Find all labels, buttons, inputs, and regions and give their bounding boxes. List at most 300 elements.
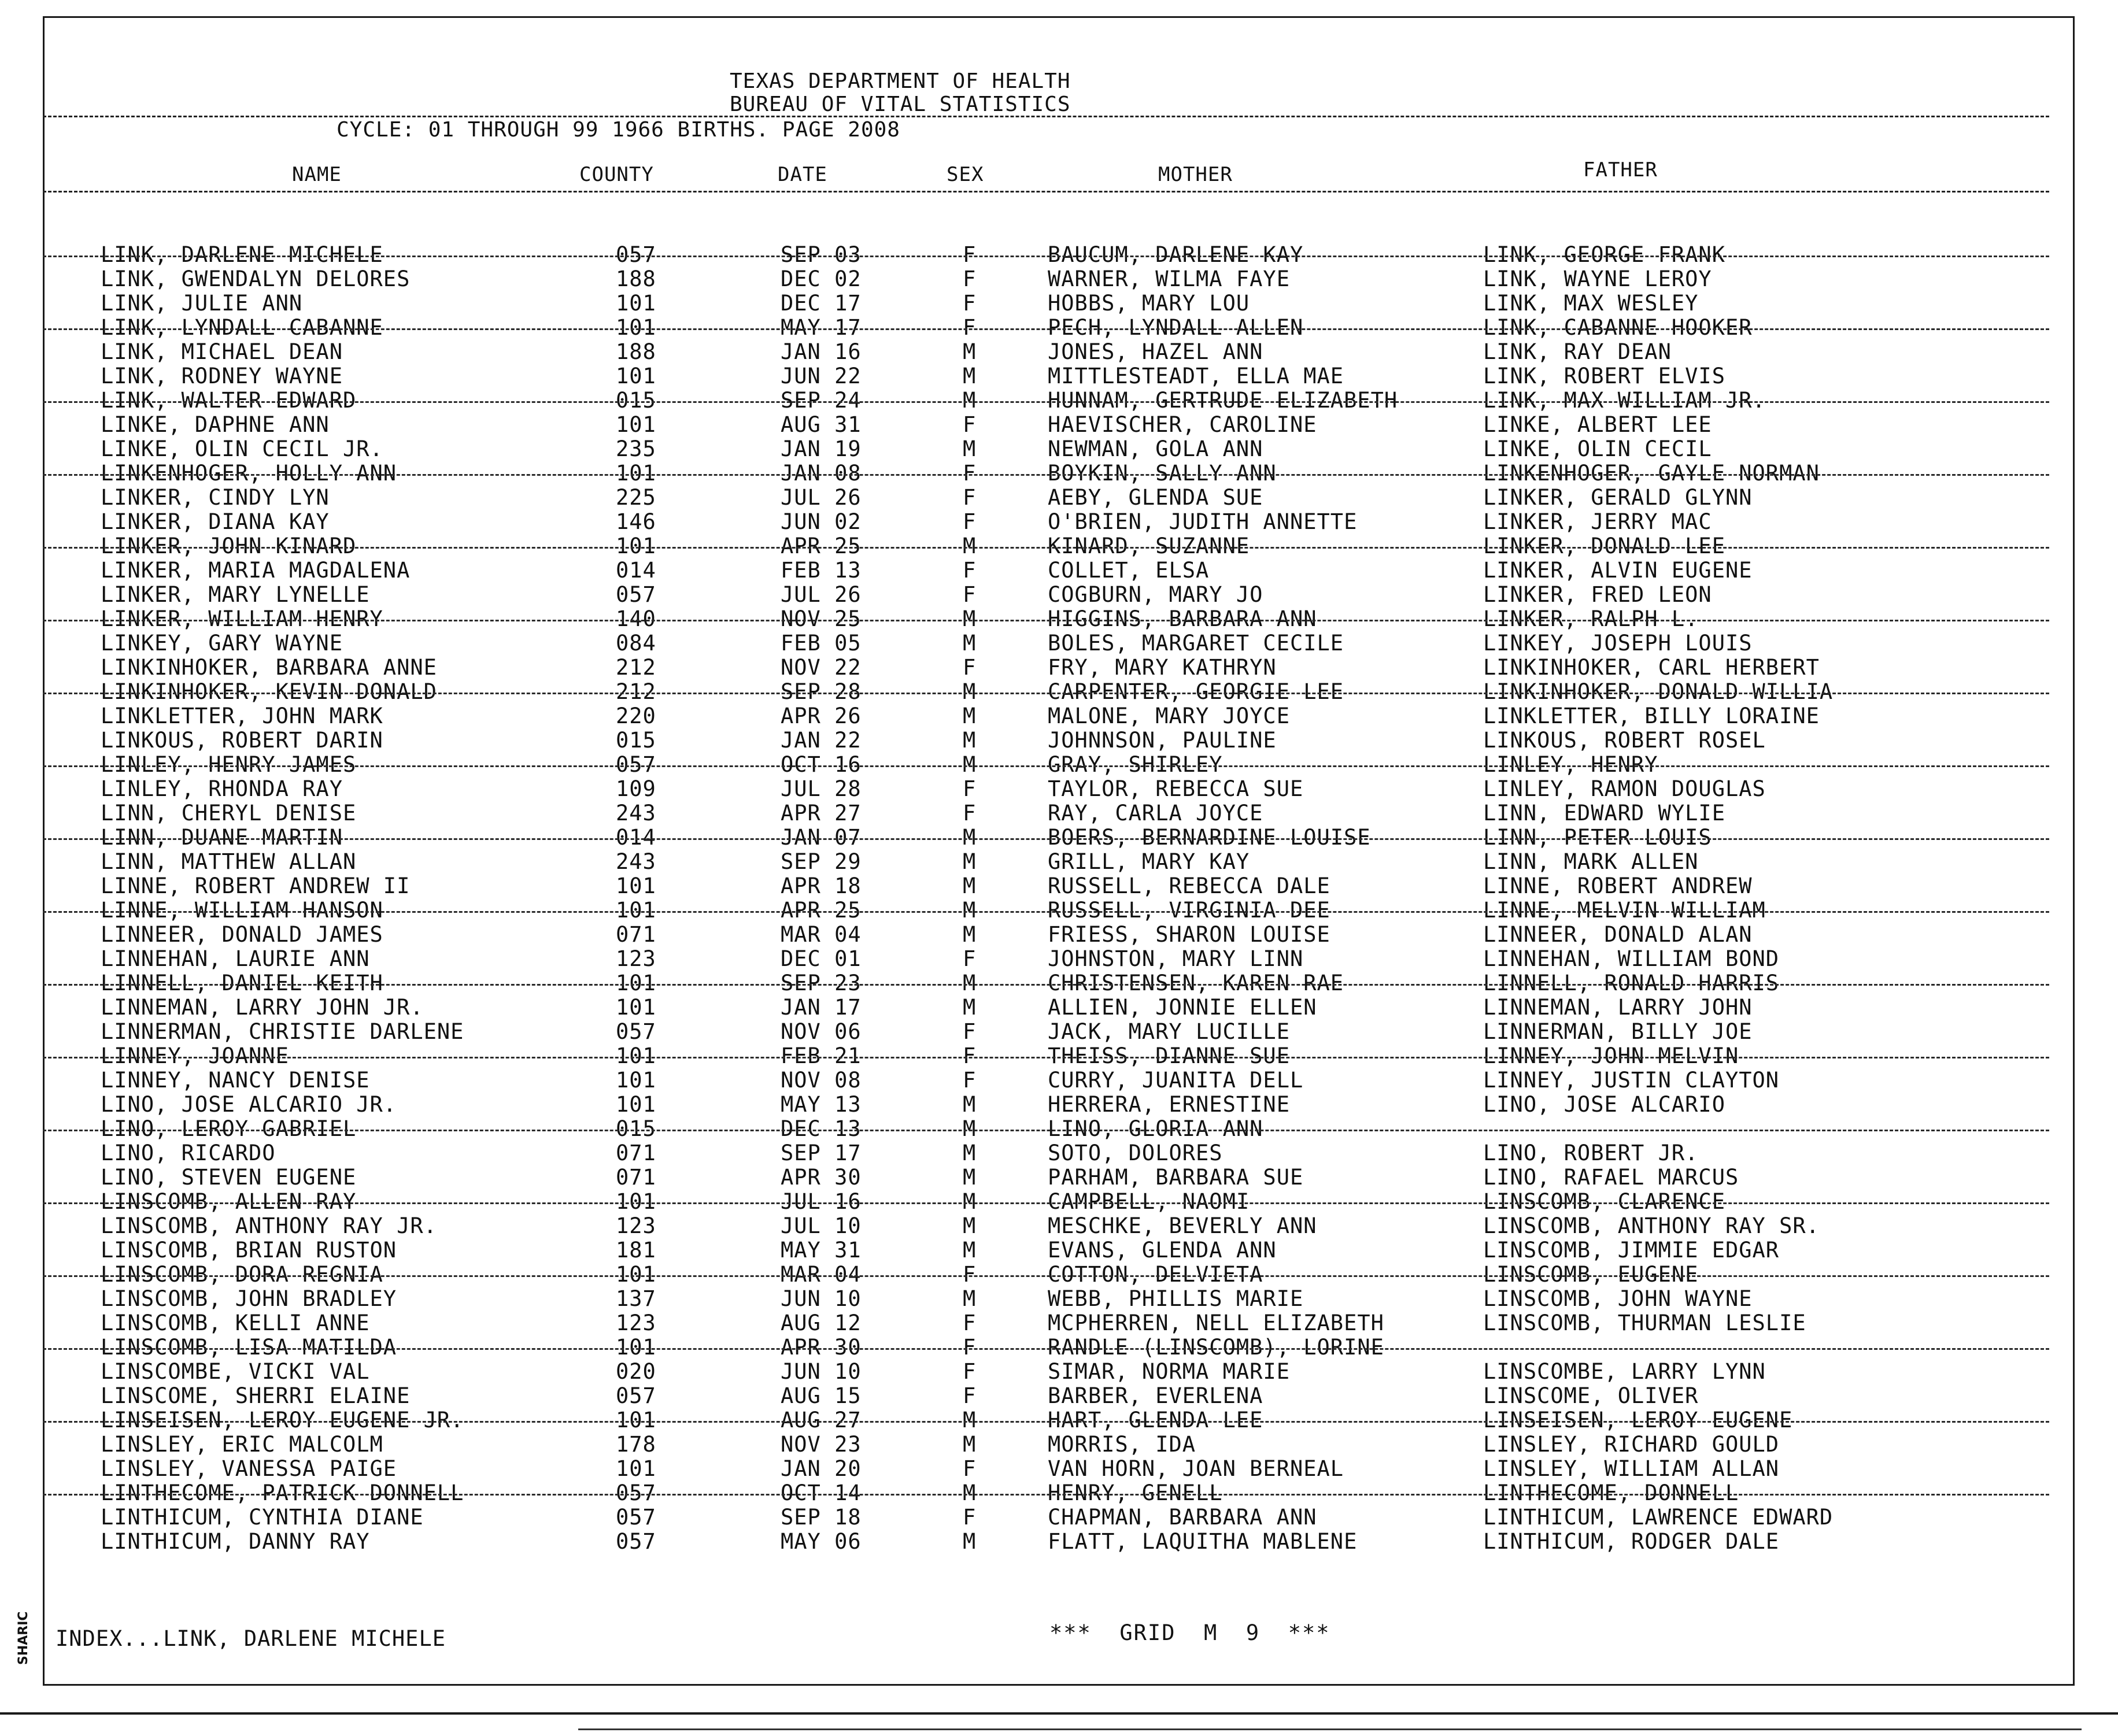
cell-father: LINK, MAX WILLIAM JR.: [1483, 388, 1766, 413]
cell-name: LINSCOMB, JOHN BRADLEY: [101, 1286, 397, 1311]
cell-date: MAY 13: [781, 1092, 862, 1117]
cell-name: LINSCOMB, ALLEN RAY: [101, 1189, 357, 1214]
table-row: [0, 607, 2118, 631]
column-header-mother: MOTHER: [1158, 163, 1233, 186]
cell-sex: M: [963, 1092, 977, 1117]
cell-sex: M: [963, 898, 977, 923]
cell-date: APR 25: [781, 534, 862, 558]
cell-date: NOV 08: [781, 1068, 862, 1093]
cell-mother: NEWMAN, GOLA ANN: [1048, 436, 1263, 461]
cell-mother: JONES, HAZEL ANN: [1048, 339, 1263, 364]
cell-date: DEC 17: [781, 291, 862, 316]
cell-father: LINK, MAX WESLEY: [1483, 291, 1699, 316]
table-row: [0, 267, 2118, 291]
cell-father: LINK, ROBERT ELVIS: [1483, 364, 1725, 388]
cell-name: LINNEMAN, LARRY JOHN JR.: [101, 995, 424, 1020]
cell-sex: M: [963, 364, 977, 388]
cell-sex: M: [963, 534, 977, 558]
cell-father: LINN, MARK ALLEN: [1483, 849, 1699, 874]
cell-name: LINLEY, RHONDA RAY: [101, 776, 343, 801]
cell-father: LINLEY, RAMON DOUGLAS: [1483, 776, 1766, 801]
table-row: [0, 1481, 2118, 1505]
table-row: [0, 680, 2118, 704]
cell-mother: GRAY, SHIRLEY: [1048, 752, 1223, 777]
table-row: [0, 728, 2118, 753]
cell-sex: F: [963, 1359, 977, 1384]
cell-mother: MORRIS, IDA: [1048, 1432, 1196, 1457]
cell-date: NOV 23: [781, 1432, 862, 1457]
table-row: [0, 1093, 2118, 1117]
cell-father: LINNEMAN, LARRY JOHN: [1483, 995, 1753, 1020]
cell-father: LINKENHOGER, GAYLE NORMAN: [1483, 461, 1820, 486]
cell-name: LINSCOMBE, VICKI VAL: [101, 1359, 370, 1384]
cell-county: 101: [616, 1068, 656, 1093]
cell-date: AUG 12: [781, 1311, 862, 1335]
cell-father: LINSCOMB, THURMAN LESLIE: [1483, 1311, 1806, 1335]
table-row: [0, 437, 2118, 461]
cell-father: LINSCOMB, JOHN WAYNE: [1483, 1286, 1753, 1311]
table-row: [0, 1190, 2118, 1214]
table-row: [0, 388, 2118, 413]
cell-date: SEP 28: [781, 679, 862, 704]
cell-sex: F: [963, 1456, 977, 1481]
cell-mother: RUSSELL, REBECCA DALE: [1048, 873, 1330, 898]
cell-father: LINK, WAYNE LEROY: [1483, 266, 1712, 291]
cell-sex: M: [963, 1165, 977, 1190]
cell-sex: F: [963, 801, 977, 826]
cell-mother: CAMPBELL, NAOMI: [1048, 1189, 1250, 1214]
cell-name: LINN, MATTHEW ALLAN: [101, 849, 357, 874]
cycle-line: CYCLE: 01 THROUGH 99 1966 BIRTHS. PAGE 2008: [337, 118, 900, 142]
cell-name: LINKE, OLIN CECIL JR.: [101, 436, 383, 461]
cell-father: LINNEY, JOHN MELVIN: [1483, 1043, 1739, 1068]
cell-mother: HUNNAM, GERTRUDE ELIZABETH: [1048, 388, 1398, 413]
table-row: [0, 1505, 2118, 1530]
cell-county: 101: [616, 412, 656, 437]
cell-date: MAY 06: [781, 1529, 862, 1554]
cell-mother: HENRY, GENELL: [1048, 1480, 1223, 1505]
cell-mother: EVANS, GLENDA ANN: [1048, 1238, 1277, 1263]
table-row: [0, 631, 2118, 656]
cell-father: LINNERMAN, BILLY JOE: [1483, 1019, 1753, 1044]
cell-county: 071: [616, 1141, 656, 1165]
table-row: [0, 1068, 2118, 1093]
cell-county: 057: [616, 1529, 656, 1554]
cell-mother: HOBBS, MARY LOU: [1048, 291, 1250, 316]
cell-name: LINKER, DIANA KAY: [101, 509, 330, 534]
cell-sex: M: [963, 606, 977, 631]
cell-date: SEP 17: [781, 1141, 862, 1165]
table-row: [0, 1238, 2118, 1263]
cell-sex: F: [963, 242, 977, 267]
table-row: [0, 1530, 2118, 1554]
cell-county: 101: [616, 898, 656, 923]
cell-county: 123: [616, 1311, 656, 1335]
cell-name: LINK, GWENDALYN DELORES: [101, 266, 411, 291]
cell-county: 057: [616, 582, 656, 607]
cell-father: LINKE, ALBERT LEE: [1483, 412, 1712, 437]
cell-father: LINSCOMB, CLARENCE: [1483, 1189, 1725, 1214]
cell-mother: BOYKIN, SALLY ANN: [1048, 461, 1277, 486]
cell-father: LINSEISEN, LEROY EUGENE: [1483, 1408, 1793, 1433]
cell-mother: COLLET, ELSA: [1048, 558, 1210, 583]
table-row: [0, 316, 2118, 340]
cell-mother: HAEVISCHER, CAROLINE: [1048, 412, 1317, 437]
cell-mother: BAUCUM, DARLENE KAY: [1048, 242, 1304, 267]
table-row: [0, 753, 2118, 777]
cell-name: LINKEY, GARY WAYNE: [101, 631, 343, 656]
cell-county: 101: [616, 1335, 656, 1360]
column-header-sex: SEX: [947, 163, 984, 186]
cell-name: LINSCOMB, LISA MATILDA: [101, 1335, 397, 1360]
cell-county: 140: [616, 606, 656, 631]
cell-county: 101: [616, 291, 656, 316]
table-row: [0, 243, 2118, 267]
cell-father: LINNE, ROBERT ANDREW: [1483, 873, 1753, 898]
cell-date: JUN 10: [781, 1359, 862, 1384]
cell-date: JAN 22: [781, 728, 862, 753]
cell-date: NOV 22: [781, 655, 862, 680]
cell-county: 212: [616, 655, 656, 680]
cell-father: LINTHICUM, RODGER DALE: [1483, 1529, 1780, 1554]
cell-date: MAR 04: [781, 922, 862, 947]
cell-county: 178: [616, 1432, 656, 1457]
cell-sex: F: [963, 776, 977, 801]
cell-county: 015: [616, 1116, 656, 1141]
cell-father: LINN, PETER LOUIS: [1483, 825, 1712, 850]
cell-father: LINKEY, JOSEPH LOUIS: [1483, 631, 1753, 656]
cell-mother: O'BRIEN, JUDITH ANNETTE: [1048, 509, 1358, 534]
table-row: [0, 898, 2118, 923]
cell-date: AUG 15: [781, 1383, 862, 1408]
cell-county: 057: [616, 752, 656, 777]
cell-sex: M: [963, 971, 977, 995]
cell-father: LINSLEY, RICHARD GOULD: [1483, 1432, 1780, 1457]
cell-father: LINK, GEORGE FRANK: [1483, 242, 1725, 267]
cell-name: LINO, LEROY GABRIEL: [101, 1116, 357, 1141]
cell-sex: M: [963, 1141, 977, 1165]
cell-date: DEC 13: [781, 1116, 862, 1141]
cell-name: LINNE, ROBERT ANDREW II: [101, 873, 411, 898]
table-row: [0, 510, 2118, 534]
cell-father: LINNELL, RONALD HARRIS: [1483, 971, 1780, 995]
cell-name: LINKE, DAPHNE ANN: [101, 412, 330, 437]
cell-name: LINKER, WILLIAM HENRY: [101, 606, 383, 631]
cell-county: 101: [616, 364, 656, 388]
cell-sex: M: [963, 1408, 977, 1433]
cell-date: JUL 26: [781, 485, 862, 510]
table-row: [0, 364, 2118, 388]
cell-sex: M: [963, 1116, 977, 1141]
table-row: [0, 461, 2118, 486]
cell-county: 220: [616, 704, 656, 728]
cell-father: LINNEY, JUSTIN CLAYTON: [1483, 1068, 1780, 1093]
cell-name: LINTHICUM, DANNY RAY: [101, 1529, 370, 1554]
cell-sex: F: [963, 1068, 977, 1093]
cell-date: JUL 26: [781, 582, 862, 607]
cell-sex: M: [963, 728, 977, 753]
cell-father: LINKER, RALPH L.: [1483, 606, 1699, 631]
cell-father: LINNEER, DONALD ALAN: [1483, 922, 1753, 947]
cell-sex: M: [963, 339, 977, 364]
cell-mother: JACK, MARY LUCILLE: [1048, 1019, 1290, 1044]
cell-mother: MESCHKE, BEVERLY ANN: [1048, 1213, 1317, 1238]
table-row: [0, 656, 2118, 680]
column-header-name: NAME: [292, 163, 342, 186]
cell-sex: M: [963, 1213, 977, 1238]
table-row: [0, 947, 2118, 971]
cell-sex: F: [963, 1262, 977, 1287]
table-row: [0, 704, 2118, 728]
cell-county: 057: [616, 1480, 656, 1505]
table-row: [0, 1433, 2118, 1457]
cell-name: LINSLEY, VANESSA PAIGE: [101, 1456, 397, 1481]
table-row: [0, 1287, 2118, 1311]
cell-mother: FLATT, LAQUITHA MABLENE: [1048, 1529, 1358, 1554]
cell-name: LINSEISEN, LEROY EUGENE JR.: [101, 1408, 464, 1433]
cell-mother: WEBB, PHILLIS MARIE: [1048, 1286, 1304, 1311]
cell-mother: KINARD, SUZANNE: [1048, 534, 1250, 558]
cell-name: LINNEY, JOANNE: [101, 1043, 289, 1068]
cell-county: 235: [616, 436, 656, 461]
cell-father: LINSCOMBE, LARRY LYNN: [1483, 1359, 1766, 1384]
cell-date: JUL 10: [781, 1213, 862, 1238]
cell-sex: M: [963, 631, 977, 656]
cell-father: LINN, EDWARD WYLIE: [1483, 801, 1725, 826]
cell-sex: F: [963, 582, 977, 607]
cell-sex: F: [963, 315, 977, 340]
table-row: [0, 1165, 2118, 1190]
table-row: [0, 971, 2118, 995]
cell-name: LINTHICUM, CYNTHIA DIANE: [101, 1505, 424, 1530]
cell-mother: HERRERA, ERNESTINE: [1048, 1092, 1290, 1117]
cell-sex: M: [963, 1286, 977, 1311]
cell-name: LINSLEY, ERIC MALCOLM: [101, 1432, 383, 1457]
cell-county: 057: [616, 1383, 656, 1408]
cell-date: MAY 17: [781, 315, 862, 340]
cell-sex: F: [963, 461, 977, 486]
column-header-county: COUNTY: [579, 163, 654, 186]
agency-title: TEXAS DEPARTMENT OF HEALTH: [730, 69, 1071, 93]
cell-county: 071: [616, 922, 656, 947]
cell-mother: CHRISTENSEN, KAREN RAE: [1048, 971, 1344, 995]
cell-county: 101: [616, 1408, 656, 1433]
table-row: [0, 1360, 2118, 1384]
cell-name: LINKINHOKER, KEVIN DONALD: [101, 679, 437, 704]
cell-father: LINKINHOKER, DONALD WILLIA: [1483, 679, 1834, 704]
cell-date: JUN 22: [781, 364, 862, 388]
cell-county: 057: [616, 1505, 656, 1530]
cell-sex: M: [963, 825, 977, 850]
cell-name: LINKOUS, ROBERT DARIN: [101, 728, 383, 753]
cell-sex: F: [963, 412, 977, 437]
cell-date: MAR 04: [781, 1262, 862, 1287]
cell-father: LINSCOMB, ANTHONY RAY SR.: [1483, 1213, 1820, 1238]
cell-name: LINNE, WILLIAM HANSON: [101, 898, 383, 923]
cell-father: LINKINHOKER, CARL HERBERT: [1483, 655, 1820, 680]
cell-name: LINK, RODNEY WAYNE: [101, 364, 343, 388]
cell-mother: AEBY, GLENDA SUE: [1048, 485, 1263, 510]
bureau-title: BUREAU OF VITAL STATISTICS: [730, 92, 1071, 116]
cell-sex: F: [963, 485, 977, 510]
table-row: [0, 1141, 2118, 1165]
table-row: [0, 874, 2118, 898]
table-row: [0, 826, 2118, 850]
cell-sex: F: [963, 558, 977, 583]
cell-mother: RANDLE (LINSCOMB), LORINE: [1048, 1335, 1384, 1360]
table-row: [0, 1214, 2118, 1238]
cell-county: 101: [616, 1262, 656, 1287]
cell-mother: SIMAR, NORMA MARIE: [1048, 1359, 1290, 1384]
cell-name: LINK, JULIE ANN: [101, 291, 303, 316]
cell-sex: M: [963, 1238, 977, 1263]
cell-date: JAN 07: [781, 825, 862, 850]
cell-name: LINLEY, HENRY JAMES: [101, 752, 357, 777]
cell-date: JAN 17: [781, 995, 862, 1020]
cell-mother: BARBER, EVERLENA: [1048, 1383, 1263, 1408]
table-row: [0, 1044, 2118, 1068]
cell-name: LINN, CHERYL DENISE: [101, 801, 357, 826]
cell-father: LINO, ROBERT JR.: [1483, 1141, 1699, 1165]
cell-name: LINK, LYNDALL CABANNE: [101, 315, 383, 340]
table-row: [0, 1335, 2118, 1360]
cell-name: LINK, MICHAEL DEAN: [101, 339, 343, 364]
table-row: [0, 1020, 2118, 1044]
cell-mother: JOHNNSON, PAULINE: [1048, 728, 1277, 753]
cell-county: 101: [616, 315, 656, 340]
cell-sex: M: [963, 1529, 977, 1554]
cell-mother: FRIESS, SHARON LOUISE: [1048, 922, 1330, 947]
cell-name: LINSCOME, SHERRI ELAINE: [101, 1383, 411, 1408]
cell-county: 225: [616, 485, 656, 510]
cell-mother: MALONE, MARY JOYCE: [1048, 704, 1290, 728]
column-header-date: DATE: [778, 163, 827, 186]
page-bottom-rule: [0, 1712, 2118, 1715]
cell-county: 101: [616, 534, 656, 558]
cell-date: JUL 28: [781, 776, 862, 801]
cell-father: LINNEHAN, WILLIAM BOND: [1483, 946, 1780, 971]
cell-mother: COTTON, DELVIETA: [1048, 1262, 1263, 1287]
cell-sex: M: [963, 436, 977, 461]
cell-date: JUL 16: [781, 1189, 862, 1214]
cell-mother: CARPENTER, GEORGIE LEE: [1048, 679, 1344, 704]
column-header-father: FATHER: [1583, 158, 1658, 182]
cell-date: JUN 02: [781, 509, 862, 534]
cell-date: SEP 18: [781, 1505, 862, 1530]
table-row: [0, 558, 2118, 583]
cell-name: LINKER, JOHN KINARD: [101, 534, 357, 558]
cell-father: LINTHECOME, DONNELL: [1483, 1480, 1739, 1505]
cell-date: AUG 31: [781, 412, 862, 437]
table-row: [0, 583, 2118, 607]
cell-sex: F: [963, 1383, 977, 1408]
cell-name: LINKINHOKER, BARBARA ANNE: [101, 655, 437, 680]
cell-mother: FRY, MARY KATHRYN: [1048, 655, 1277, 680]
cell-date: JUN 10: [781, 1286, 862, 1311]
cell-father: LINKLETTER, BILLY LORAINE: [1483, 704, 1820, 728]
cell-name: LINKENHOGER, HOLLY ANN: [101, 461, 397, 486]
cell-name: LINNEY, NANCY DENISE: [101, 1068, 370, 1093]
cell-name: LINK, WALTER EDWARD: [101, 388, 357, 413]
cell-date: FEB 05: [781, 631, 862, 656]
cell-name: LINN, DUANE MARTIN: [101, 825, 343, 850]
cell-mother: LINO, GLORIA ANN: [1048, 1116, 1263, 1141]
cell-county: 057: [616, 242, 656, 267]
cell-father: LINKER, DONALD LEE: [1483, 534, 1725, 558]
cell-date: APR 25: [781, 898, 862, 923]
cell-sex: F: [963, 1505, 977, 1530]
cell-county: 084: [616, 631, 656, 656]
table-row: [0, 1311, 2118, 1335]
cell-father: LINKER, JERRY MAC: [1483, 509, 1712, 534]
cell-father: LINO, JOSE ALCARIO: [1483, 1092, 1725, 1117]
cell-sex: M: [963, 922, 977, 947]
cell-county: 123: [616, 946, 656, 971]
cell-date: DEC 02: [781, 266, 862, 291]
cell-date: SEP 03: [781, 242, 862, 267]
table-row: [0, 1457, 2118, 1481]
cell-sex: M: [963, 1432, 977, 1457]
cell-father: LINSCOMB, JIMMIE EDGAR: [1483, 1238, 1780, 1263]
cell-mother: BOERS, BERNARDINE LOUISE: [1048, 825, 1371, 850]
cell-date: APR 30: [781, 1335, 862, 1360]
cell-county: 243: [616, 849, 656, 874]
cell-mother: BOLES, MARGARET CECILE: [1048, 631, 1344, 656]
cell-name: LINSCOMB, BRIAN RUSTON: [101, 1238, 397, 1263]
cell-date: SEP 29: [781, 849, 862, 874]
cell-sex: M: [963, 388, 977, 413]
cell-name: LINKER, CINDY LYN: [101, 485, 330, 510]
cell-county: 101: [616, 1189, 656, 1214]
cell-sex: M: [963, 849, 977, 874]
cell-county: 057: [616, 1019, 656, 1044]
cell-mother: VAN HORN, JOAN BERNEAL: [1048, 1456, 1344, 1481]
cell-date: JAN 19: [781, 436, 862, 461]
cell-father: LINTHICUM, LAWRENCE EDWARD: [1483, 1505, 1834, 1530]
cell-name: LINSCOMB, DORA REGNIA: [101, 1262, 383, 1287]
cell-name: LINSCOMB, KELLI ANNE: [101, 1311, 370, 1335]
cell-date: SEP 24: [781, 388, 862, 413]
table-row: [0, 1117, 2118, 1141]
table-row: [0, 777, 2118, 801]
cell-date: NOV 25: [781, 606, 862, 631]
cell-father: LINNE, MELVIN WILLIAM: [1483, 898, 1766, 923]
cell-father: LINSLEY, WILLIAM ALLAN: [1483, 1456, 1780, 1481]
cell-county: 015: [616, 728, 656, 753]
table-row: [0, 486, 2118, 510]
cell-sex: F: [963, 946, 977, 971]
cell-sex: F: [963, 1335, 977, 1360]
cell-date: OCT 14: [781, 1480, 862, 1505]
cell-mother: CHAPMAN, BARBARA ANN: [1048, 1505, 1317, 1530]
cell-county: 101: [616, 995, 656, 1020]
cell-mother: RAY, CARLA JOYCE: [1048, 801, 1263, 826]
cell-county: 123: [616, 1213, 656, 1238]
cell-sex: M: [963, 1480, 977, 1505]
table-row: [0, 995, 2118, 1020]
cell-name: LINKER, MARIA MAGDALENA: [101, 558, 411, 583]
cell-father: LINKE, OLIN CECIL: [1483, 436, 1712, 461]
side-label: SHARIC: [16, 1611, 31, 1665]
cell-father: LINKOUS, ROBERT ROSEL: [1483, 728, 1766, 753]
cell-date: FEB 13: [781, 558, 862, 583]
cell-sex: F: [963, 266, 977, 291]
cell-county: 020: [616, 1359, 656, 1384]
cell-father: LINKER, FRED LEON: [1483, 582, 1712, 607]
cell-mother: PARHAM, BARBARA SUE: [1048, 1165, 1304, 1190]
cell-date: OCT 16: [781, 752, 862, 777]
cell-father: LINLEY, HENRY: [1483, 752, 1658, 777]
